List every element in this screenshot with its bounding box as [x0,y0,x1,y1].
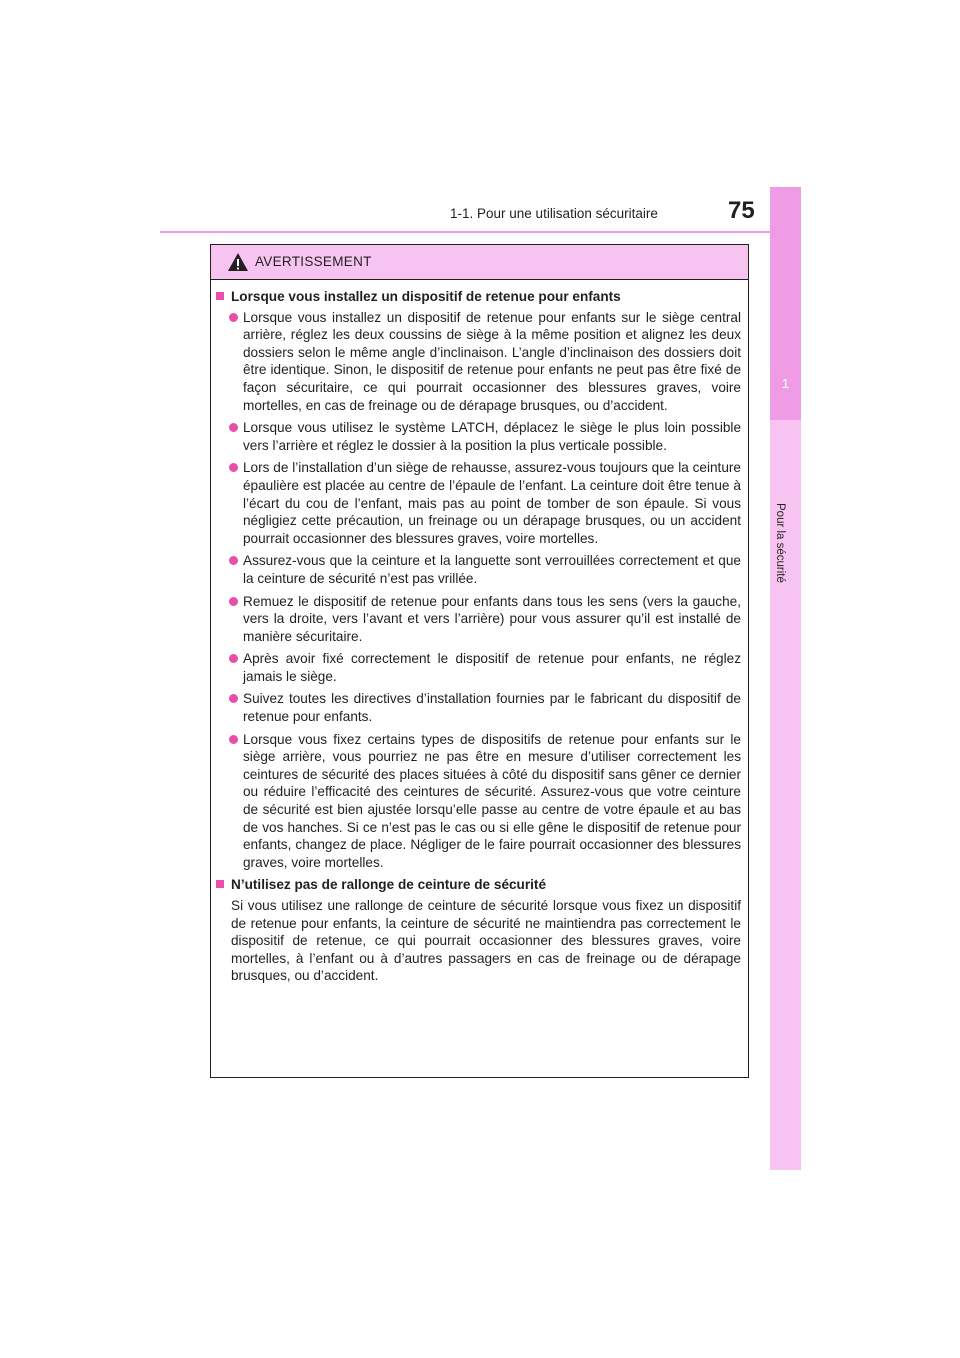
square-bullet-icon [216,292,224,300]
list-item-text: Suivez toutes les directives d’installation fournies par le fabricant du dispositif de retenue pour enfants. [243,691,741,725]
bullet-dot-icon [229,556,238,565]
warning-triangle-icon [227,252,249,272]
list-item [216,593,741,646]
list-item [216,459,741,547]
list-item [216,731,741,872]
list-item-text: Lors de l’installation d’un siège de rehausse, assurez-vous toujours que la ceinture épaulière est placée au centre de l’épaule de l’enfant. La ceinture doit être tenue à l’écart du cou de l’enfant, mais pas au point de tomber de son épaule. Si vous négligiez cette précaution, un freinage ou un dérapage brusques, ou un accident pourrait occasionner des blessures graves, voire mortelles. [243,460,741,546]
bullet-dot-icon [229,463,238,472]
bullet-dot-icon [229,694,238,703]
section-heading-text: Lorsque vous installez un dispositif de retenue pour enfants [231,289,621,304]
bullet-dot-icon [229,313,238,322]
bullet-dot-icon [229,423,238,432]
list-item [216,650,741,685]
list-item-text: Lorsque vous utilisez le système LATCH, déplacez le siège le plus loin possible vers l’arrière et réglez le dossier à la position la plus verticale possible. [243,420,741,453]
section-heading [216,288,741,306]
list-item [216,552,741,587]
bullet-dot-icon [229,654,238,663]
list-item-text: Après avoir fixé correctement le dispositif de retenue pour enfants, ne réglez jamais le siège. [243,651,741,684]
bullet-dot-icon [229,735,238,744]
list-item [216,690,741,725]
chapter-number: 1 [781,376,790,391]
list-item-text: Remuez le dispositif de retenue pour enfants dans tous les sens (vers la gauche, vers la droite, vers l’avant et vers l’arrière) pour vous assurer qu’il est installé de manière sécuritaire. [243,593,741,644]
list-item [216,419,741,454]
square-bullet-icon [216,880,224,888]
section-heading-text: N’utilisez pas de rallonge de ceinture de sécurité [231,877,547,893]
page-number: 75 [728,197,755,224]
list-item-text: Assurez-vous que la ceinture et la languette sont verrouillées correctement et que la ceinture de sécurité n’est pas vrillée. [243,553,741,586]
chapter-title: Pour la sécurité [774,503,786,583]
list-item-text: Lorsque vous fixez certains types de dispositifs de retenue pour enfants sur le siège arrière, vous pourriez ne pas être en mesure d’utiliser correctement les ceintures de sécurité des places situées à côté du dispositif sans gêner ce dernier ou réduire l’efficacité des ceintures de sécurité. Assurez-vous que votre ceinture de sécurité est bien ajustée lorsqu’elle passe au centre de votre épaule et au bas de vos hanches. Si ce n’est pas le cas ou si elle gêne le dispositif de retenue pour enfants, changez de place. Négliger de le faire pourrait occasionner des blessures graves, voire mortelles. [243,731,741,870]
section-heading [216,876,741,894]
section-paragraph: Si vous utilisez une rallonge de ceinture de sécurité lorsque vous fixez un dispositif de retenue pour enfants, la ceinture de sécurité ne maintiendra pas correctement le dispositif de retenue, ce qui pourrait occasionner des blessures graves, voire mortelles, à l’enfant ou à d’autres passagers en cas de freinage ou de dérapage brusques, ou d’accident. [231,898,741,984]
warning-box [210,244,749,1078]
bullet-dot-icon [229,597,238,606]
list-item [216,309,741,415]
warning-title: AVERTISSEMENT [255,254,372,269]
section-title: 1-1. Pour une utilisation sécuritaire [450,206,658,221]
warning-body [211,280,748,985]
warning-header [211,245,748,280]
list-item-text: Lorsque vous installez un dispositif de retenue pour enfants sur le siège central arrière, réglez les deux coussins de siège à la même position et alignez les deux dossiers selon le même angle d’inclinaison. L’angle d’inclinaison des dossiers doit être identique. Sinon, le dispositif de retenue pour enfants ne peut pas être fixé de façon sécuritaire, ce qui pourrait occasionner des blessures graves, voire mortelles, en cas de freinage ou de dérapage brusques, ou d’accident. [243,309,741,413]
header-rule [160,231,801,233]
